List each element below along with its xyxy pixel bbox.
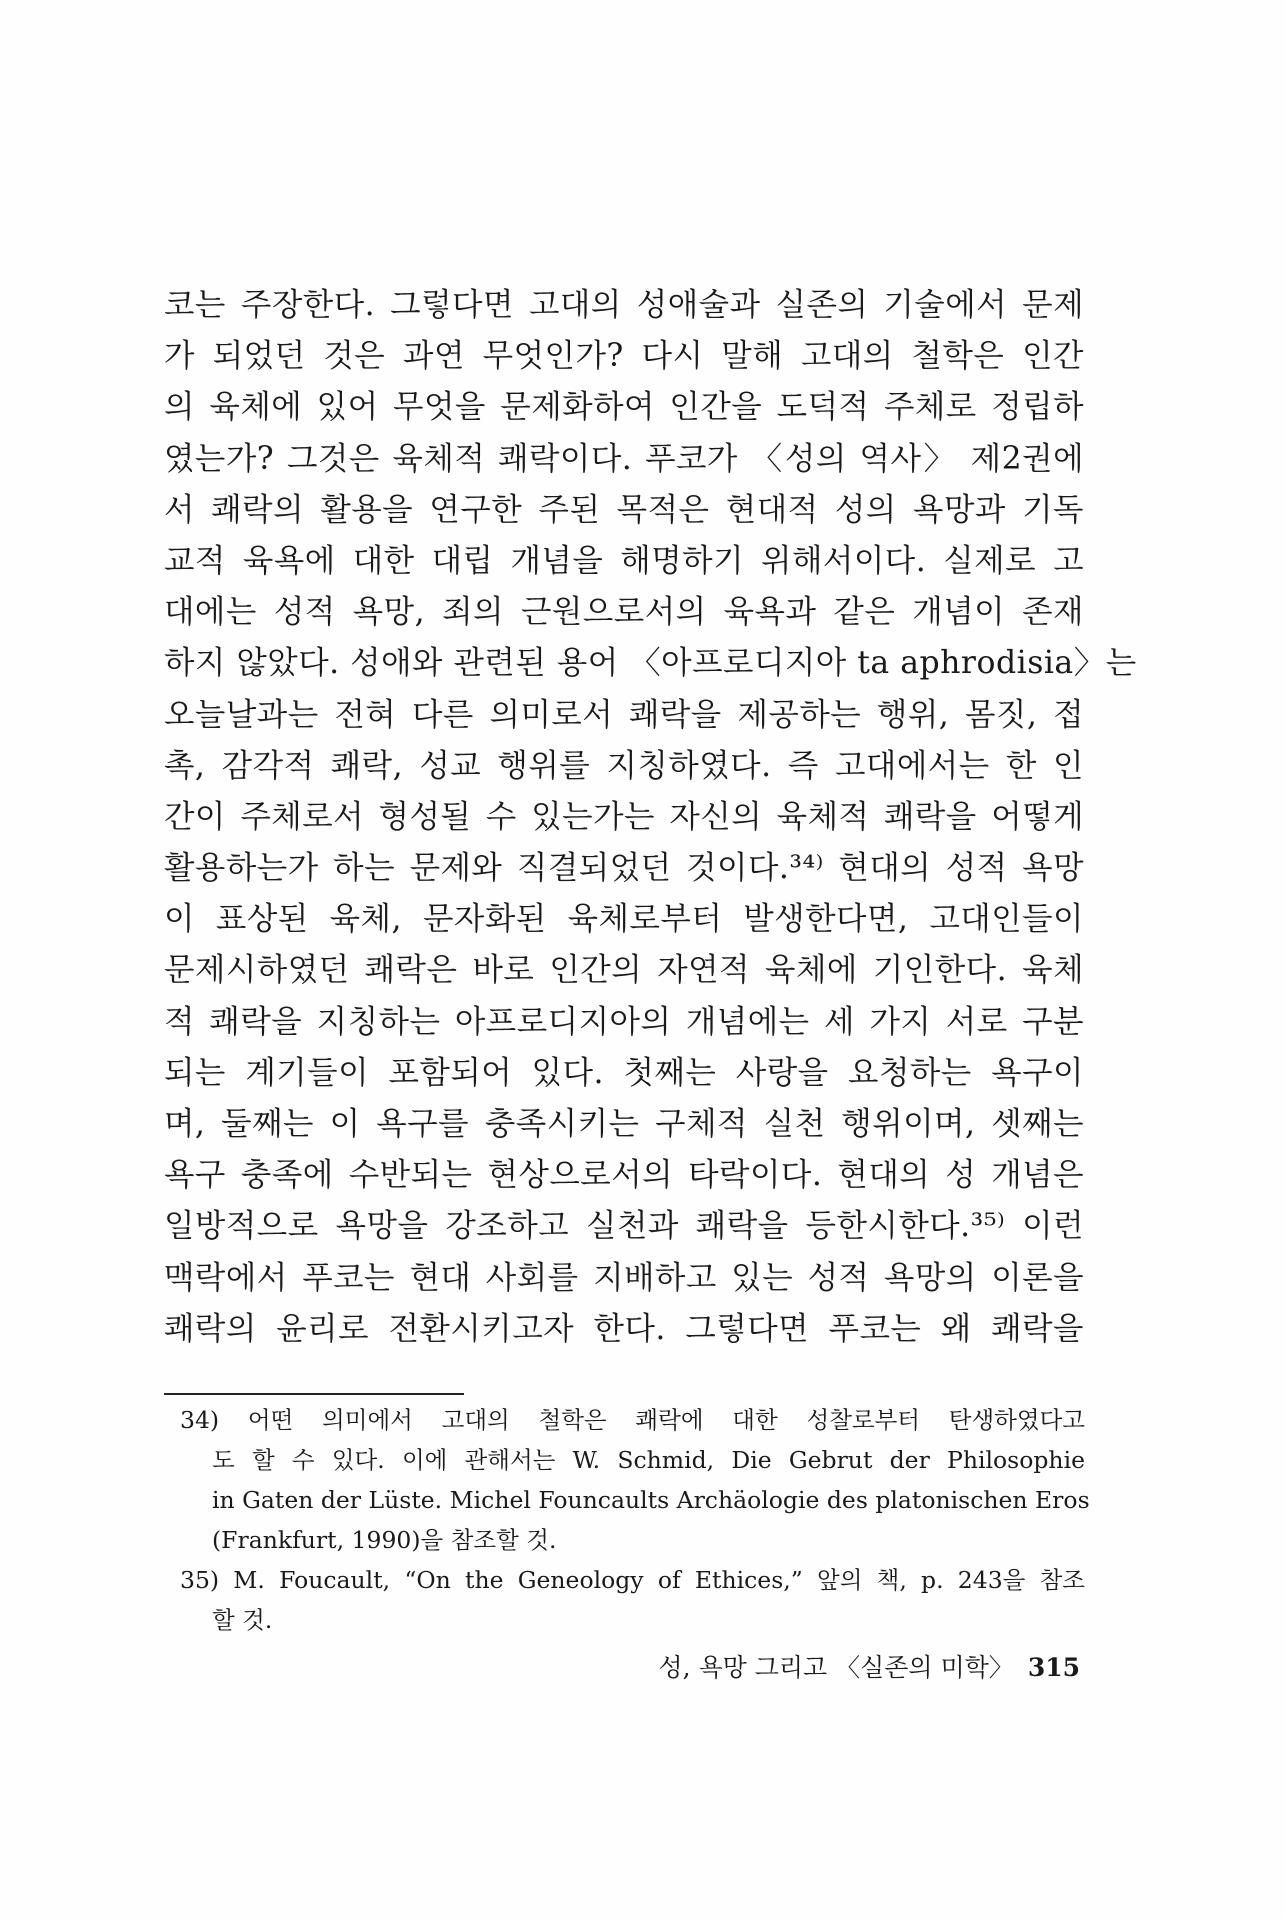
page-number: 315 xyxy=(1027,1653,1080,1682)
text-line: 교적 육욕에 대한 대립 개념을 해명하기 위해서이다. 실제로 고 xyxy=(164,542,1084,579)
body-text xyxy=(164,280,1137,1355)
footnote-34-line: (Frankfurt, 1990)을 참조할 것. xyxy=(212,1526,557,1554)
footnotes xyxy=(180,1400,1090,1640)
text-line: 였는가? 그것은 육체적 쾌락이다. 푸코가 〈성의 역사〉 제2권에 xyxy=(164,440,1084,477)
text-line: 하지 않았다. 성애와 관련된 용어 〈아프로디지아 ta aphrodisia〉는 xyxy=(164,645,1137,682)
text-line: 촉, 감각적 쾌락, 성교 행위를 지칭하였다. 즉 고대에서는 한 인 xyxy=(164,747,1084,784)
page-footer xyxy=(580,1648,1080,1684)
text-line: 가 되었던 것은 과연 무엇인가? 다시 말해 고대의 철학은 인간 xyxy=(164,338,1084,375)
text-line: 오늘날과는 전혀 다른 의미로서 쾌락을 제공하는 행위, 몸짓, 접 xyxy=(164,696,1084,733)
footnote-34-line: in Gaten der Lüste. Michel Founcaults Archäologie des platonischen Eros xyxy=(212,1486,1090,1514)
text-line: 코는 주장한다. 그렇다면 고대의 성애술과 실존의 기술에서 문제 xyxy=(164,287,1084,323)
text-line: 되는 계기들이 포함되어 있다. 첫째는 사랑을 요청하는 욕구이 xyxy=(164,1054,1084,1091)
footnote-35-line: 할 것. xyxy=(212,1606,273,1634)
text-line: 적 쾌락을 지칭하는 아프로디지아의 개념에는 세 가지 서로 구분 xyxy=(164,1003,1084,1040)
text-line: 이 표상된 육체, 문자화된 육체로부터 발생한다면, 고대인들이 xyxy=(164,901,1084,938)
running-title: 성, 욕망 그리고 〈실존의 미학〉 xyxy=(658,1653,1014,1682)
text-line: 쾌락의 윤리로 전환시키고자 한다. 그렇다면 푸코는 왜 쾌락을 xyxy=(164,1310,1084,1347)
footnote-divider xyxy=(164,1393,464,1395)
text-line: 문제시하였던 쾌락은 바로 인간의 자연적 육체에 기인한다. 육체 xyxy=(164,952,1084,989)
footnote-34-line: 도 할 수 있다. 이에 관해서는 W. Schmid, Die Gebrut der Philosophie xyxy=(212,1446,1085,1474)
text-line: 대에는 성적 욕망, 죄의 근원으로서의 육욕과 같은 개념이 존재 xyxy=(164,594,1084,631)
text-line: 활용하는가 하는 문제와 직결되었던 것이다.³⁴⁾ 현대의 성적 욕망 xyxy=(164,850,1084,887)
text-line: 맥락에서 푸코는 현대 사회를 지배하고 있는 성적 욕망의 이론을 xyxy=(164,1259,1084,1296)
text-line: 욕구 충족에 수반되는 현상으로서의 타락이다. 현대의 성 개념은 xyxy=(164,1157,1084,1194)
text-line: 간이 주체로서 형성될 수 있는가는 자신의 육체적 쾌락을 어떻게 xyxy=(164,798,1084,835)
footnote-35-line: 35) M. Foucault, “On the Geneology of Ethices,” 앞의 책, p. 243을 참조 xyxy=(180,1566,1085,1594)
text-line: 서 쾌락의 활용을 연구한 주된 목적은 현대적 성의 욕망과 기독 xyxy=(164,491,1084,528)
text-line: 의 육체에 있어 무엇을 문제화하여 인간을 도덕적 주체로 정립하 xyxy=(164,389,1084,426)
text-line: 일방적으로 욕망을 강조하고 실천과 쾌락을 등한시한다.³⁵⁾ 이런 xyxy=(164,1208,1084,1245)
text-line: 며, 둘째는 이 욕구를 충족시키는 구체적 실천 행위이며, 셋째는 xyxy=(164,1106,1084,1142)
footnote-34-line: 34) 어떤 의미에서 고대의 철학은 쾌락에 대한 성찰로부터 탄생하였다고 xyxy=(180,1406,1085,1434)
